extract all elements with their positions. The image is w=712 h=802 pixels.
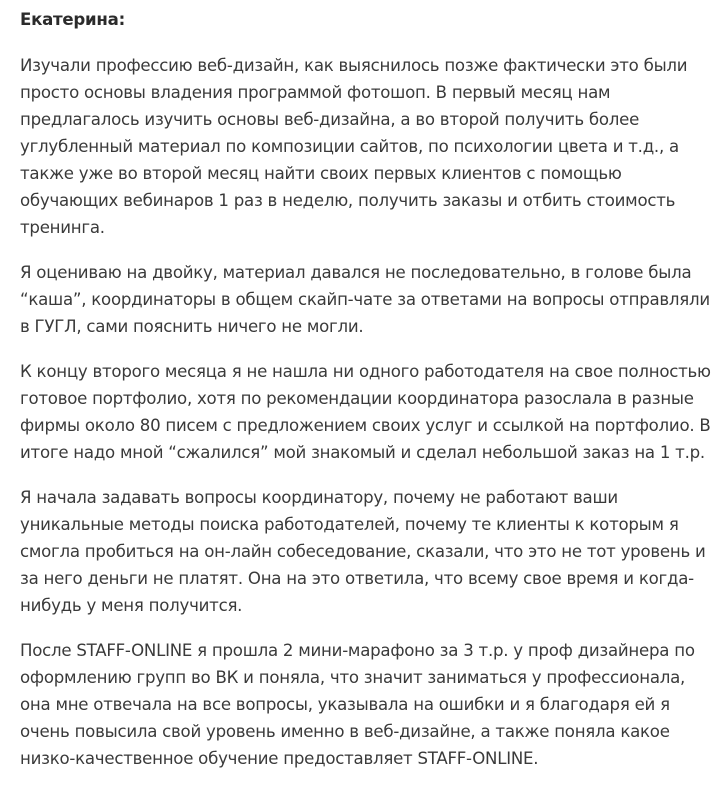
review-paragraph-5: После STAFF-ONLINE я прошла 2 мини-марафоно за 3 т.р. у проф дизайнера по оформлению групп во ВК и поняла, что значит заниматься у профессионала, она мне отвечала на все вопросы, указывала на ошибки и я благодаря ей я очень повысила свой уровень именно в веб-дизайне, а также поняла какое низко-качественное обучение предоставляет STAFF-ONLINE. bbox=[20, 641, 695, 768]
review-paragraph-3: К концу второго месяца я не нашла ни одного работодателя на свое полностью готовое портфолио, хотя по рекомендации координатора разослала в разные фирмы около 80 писем с предложением своих услуг и ссылкой на портфолио. В итоге надо мной “сжалился” мой знакомый и сделал небольшой заказ на 1 т.р. bbox=[20, 362, 711, 462]
author-name: Екатерина: bbox=[20, 10, 125, 29]
review-paragraph-2: Я оцениваю на двойку, материал давался не последовательно, в голове была “каша”, координаторы в общем скайп-чате за ответами на вопросы отправляли в ГУГЛ, сами пояснить ничего не могли. bbox=[20, 263, 710, 336]
review-paragraph-1: Изучали профессию веб-дизайн, как выяснилось позже фактически это были просто основы владения программой фотошоп. В первый месяц нам предлагалось изучить основы веб-дизайна, а во второй получить более углубленный материал по композиции сайтов, по психологии цвета и т.д., а также уже во второй месяц найти своих первых клиентов с помощью обучающих вебинаров 1 раз в неделю, получить заказы и отбить стоимость тренинга. bbox=[20, 56, 688, 237]
review-paragraph-4: Я начала задавать вопросы координатору, почему не работают ваши уникальные методы поиска работодателей, почему те клиенты к которым я смогла пробиться на он-лайн собеседование, сказали, что это не тот уровень и за него деньги не платят. Она на это ответила, что всему свое время и когда-нибудь у меня получится. bbox=[20, 488, 706, 615]
